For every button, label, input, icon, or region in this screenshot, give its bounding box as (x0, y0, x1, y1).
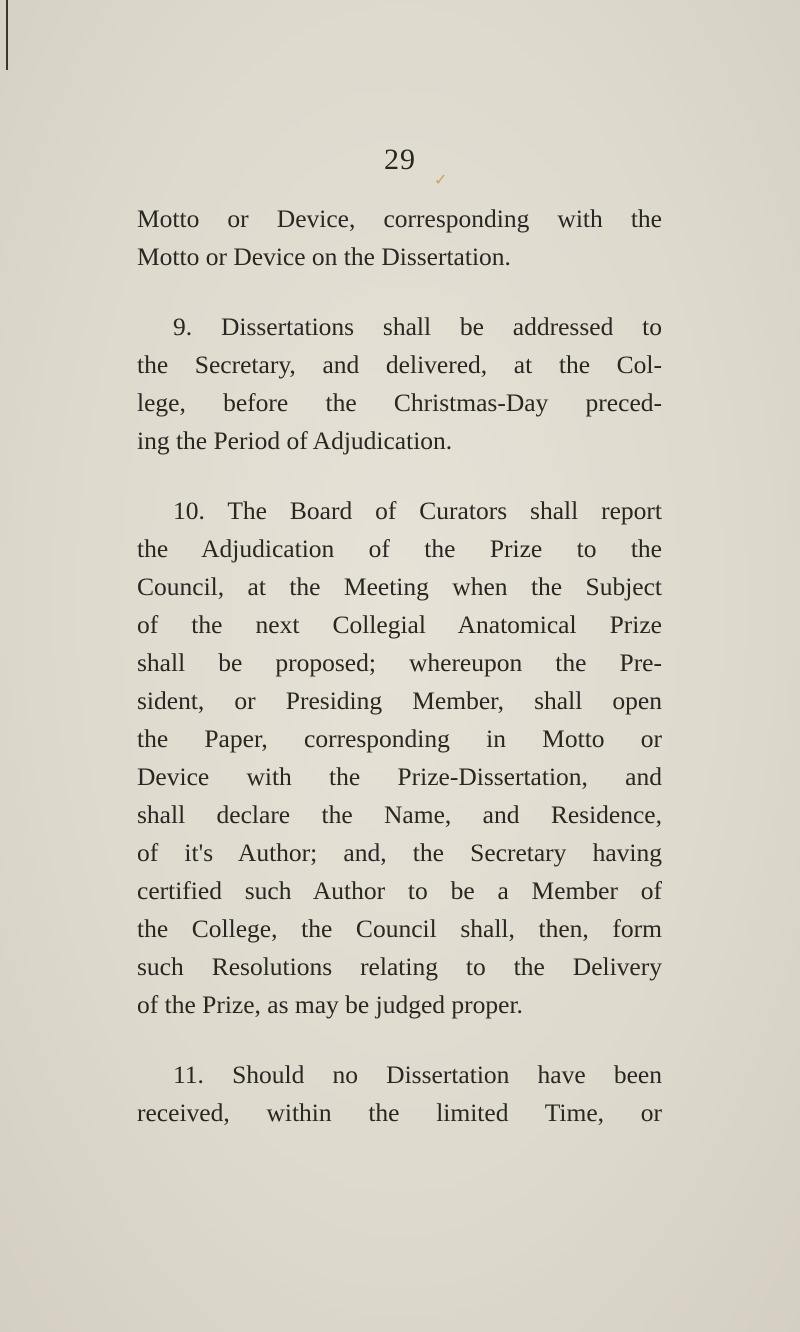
page-edge-line (6, 0, 8, 70)
text-line: shall be proposed; whereupon the Pre- (137, 648, 662, 677)
paragraph-continuation (137, 200, 662, 276)
page-text (137, 200, 662, 1132)
text-line: of the next Collegial Anatomical Prize (137, 610, 662, 639)
text-line: the Adjudication of the Prize to the (137, 534, 662, 563)
text-line: Device with the Prize-Dissertation, and (137, 762, 662, 791)
text-line: certified such Author to be a Member of (137, 876, 662, 905)
text-line: of the Prize, as may be judged proper. (137, 990, 523, 1019)
text-line: Motto or Device on the Dissertation. (137, 242, 511, 271)
page-number: 29 (384, 143, 416, 176)
text-line: shall declare the Name, and Residence, (137, 800, 662, 829)
text-line: the College, the Council shall, then, form (137, 914, 662, 943)
paragraph-gap (137, 276, 662, 308)
text-line: of it's Author; and, the Secretary having (137, 838, 662, 867)
text-line: Council, at the Meeting when the Subject (137, 572, 662, 601)
ink-mark: ✓ (434, 172, 448, 189)
paragraph-9 (137, 308, 662, 460)
text-line: 10. The Board of Curators shall report (173, 496, 662, 525)
paragraph-gap (137, 460, 662, 492)
text-line: Motto or Device, corresponding with the (137, 204, 662, 233)
paragraph-10 (137, 492, 662, 1024)
text-line: the Secretary, and delivered, at the Col- (137, 350, 662, 379)
paragraph-gap (137, 1024, 662, 1056)
paragraph-11 (137, 1056, 662, 1132)
text-line: received, within the limited Time, or (137, 1098, 662, 1127)
text-line: sident, or Presiding Member, shall open (137, 686, 662, 715)
text-line: lege, before the Christmas-Day preced- (137, 388, 662, 417)
text-line: 11. Should no Dissertation have been (173, 1060, 662, 1089)
text-line: the Paper, corresponding in Motto or (137, 724, 662, 753)
text-line: 9. Dissertations shall be addressed to (173, 312, 662, 341)
text-line: such Resolutions relating to the Delivery (137, 952, 662, 981)
text-line: ing the Period of Adjudication. (137, 426, 453, 455)
